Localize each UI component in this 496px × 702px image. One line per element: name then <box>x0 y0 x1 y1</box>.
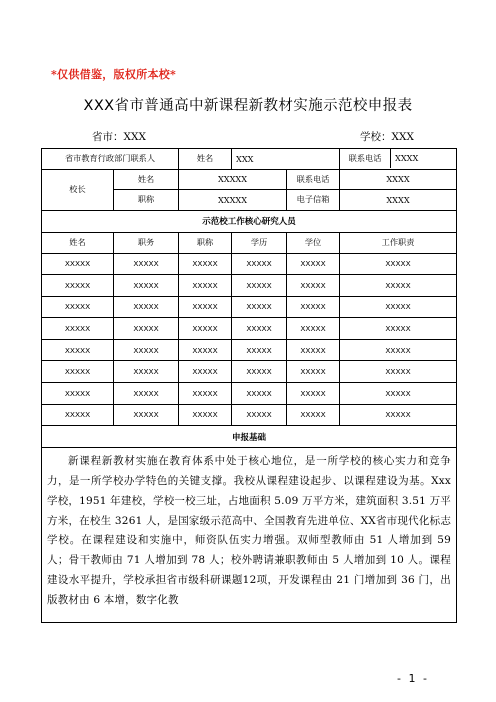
table-cell: XXXXX <box>232 296 287 318</box>
table-cell: XXXXX <box>287 275 340 297</box>
table-cell: XXXXX <box>42 339 114 361</box>
application-form-table <box>41 148 457 623</box>
table-cell: XXXXX <box>42 275 114 297</box>
table-row <box>42 296 457 318</box>
table-cell: XXXXX <box>114 339 179 361</box>
table-cell: XXXXX <box>114 404 179 426</box>
table-cell: XXXXX <box>114 275 179 297</box>
column-header: 工作职责 <box>340 232 457 253</box>
staff-section-heading-row <box>42 210 457 232</box>
table-cell: XXXXX <box>340 318 457 340</box>
table-cell: XXXXX <box>114 296 179 318</box>
basis-section-heading-row <box>42 426 457 448</box>
table-row <box>42 404 457 426</box>
province-label: 省市：XXX <box>92 131 146 143</box>
table-cell: XXXXX <box>287 383 340 405</box>
table-cell: XXXXX <box>42 383 114 405</box>
table-cell: XXXXX <box>287 404 340 426</box>
column-header: 学位 <box>287 232 340 253</box>
column-header: 职务 <box>114 232 179 253</box>
principal-title-value: XXXXX <box>179 190 287 211</box>
table-row <box>42 361 457 383</box>
table-row <box>42 339 457 361</box>
page-number: - 1 - <box>397 672 429 685</box>
basis-content-row <box>42 448 457 623</box>
principal-name-value: XXXXX <box>179 169 287 190</box>
table-cell: XXXXX <box>232 253 287 275</box>
table-row <box>42 318 457 340</box>
table-cell: XXXXX <box>232 404 287 426</box>
principal-phone-value: XXXX <box>340 169 457 190</box>
table-cell: XXXXX <box>42 296 114 318</box>
table-cell: XXXXX <box>42 253 114 275</box>
table-cell: XXXXX <box>287 296 340 318</box>
contact-name-label: 姓名 <box>179 149 232 170</box>
dept-contact-label: 省市教育行政部门联系人 <box>42 149 179 170</box>
school-label: 学校：XXX <box>360 131 414 143</box>
table-cell: XXXXX <box>232 318 287 340</box>
column-header: 职称 <box>179 232 232 253</box>
basis-content-cell <box>42 448 457 623</box>
watermark-notice: *仅供借鉴，版权所本校* <box>51 68 177 81</box>
table-cell: XXXXX <box>179 404 232 426</box>
table-row <box>42 383 457 405</box>
table-cell: XXXXX <box>287 253 340 275</box>
table-cell: XXXXX <box>42 318 114 340</box>
table-cell: XXXXX <box>232 361 287 383</box>
principal-label: 校长 <box>42 169 114 210</box>
table-cell: XXXXX <box>42 404 114 426</box>
table-cell: XXXXX <box>114 361 179 383</box>
table-row <box>42 275 457 297</box>
principal-row-1 <box>42 169 457 190</box>
principal-name-label: 姓名 <box>114 169 179 190</box>
table-cell: XXXXX <box>287 318 340 340</box>
principal-phone-label: 联系电话 <box>287 169 340 190</box>
contact-phone-cell <box>340 149 457 170</box>
table-cell: XXXXX <box>179 361 232 383</box>
staff-column-header-row <box>42 232 457 253</box>
column-header: 学历 <box>232 232 287 253</box>
principal-title-label: 职称 <box>114 190 179 211</box>
table-cell: XXXXX <box>179 253 232 275</box>
table-cell: XXXXX <box>232 275 287 297</box>
contact-row <box>42 149 457 170</box>
table-cell: XXXXX <box>114 253 179 275</box>
table-cell: XXXXX <box>232 383 287 405</box>
table-cell: XXXXX <box>340 253 457 275</box>
table-cell: XXXXX <box>42 361 114 383</box>
principal-email-label: 电子信箱 <box>287 190 340 211</box>
table-cell: XXXXX <box>179 275 232 297</box>
principal-email-value: XXXX <box>340 190 457 211</box>
table-cell: XXXXX <box>179 318 232 340</box>
basis-section-heading: 申报基础 <box>42 426 457 448</box>
basis-paragraph: 新课程新教材实施在教育体系中处于核心地位，是一所学校的核心实力和竞争力，是一所学校办学特色的关键支撑。我校从课程建设起步、以课程建设为基。Xxx 学校，1951 年建校，学校一校三址，占地面积 5.09 万平方米，建筑面积 3.51 万平方米，在校生 3261 人，是国家级示范高中、全国教育先进单位、XX省市现代化标志学校。在课程建设和实施中，师资队伍实力增强。双师型教师由 51 人增加到 59 人；骨干教师由 71 人增加到 78 人；校外聘请兼职教师由 5 人增加到 10 人。课程建设水平提升，学校承担省市级科研课题12项，开发课程由 21 门增加到 36 门，出版教材由 6 本增，数字化教 <box>47 455 452 606</box>
table-cell: XXXXX <box>340 339 457 361</box>
table-cell: XXXXX <box>114 318 179 340</box>
table-cell: XXXXX <box>179 383 232 405</box>
table-cell: XXXXX <box>232 339 287 361</box>
table-cell: XXXXX <box>179 296 232 318</box>
table-cell: XXXXX <box>340 383 457 405</box>
table-row <box>42 253 457 275</box>
staff-section-heading: 示范校工作核心研究人员 <box>42 210 457 232</box>
document-title: XXX省市普通高中新课程新教材实施示范校申报表 <box>83 98 413 114</box>
table-cell: XXXXX <box>287 339 340 361</box>
table-cell: XXXXX <box>287 361 340 383</box>
column-header: 姓名 <box>42 232 114 253</box>
contact-name-value: XXX <box>232 149 340 170</box>
table-cell: XXXXX <box>340 296 457 318</box>
table-cell: XXXXX <box>340 404 457 426</box>
table-cell: XXXXX <box>340 275 457 297</box>
contact-phone-label: 联系电话 <box>340 149 391 168</box>
table-cell: XXXXX <box>340 361 457 383</box>
table-cell: XXXXX <box>179 339 232 361</box>
table-cell: XXXXX <box>114 383 179 405</box>
contact-phone-value: XXXX <box>395 153 419 164</box>
